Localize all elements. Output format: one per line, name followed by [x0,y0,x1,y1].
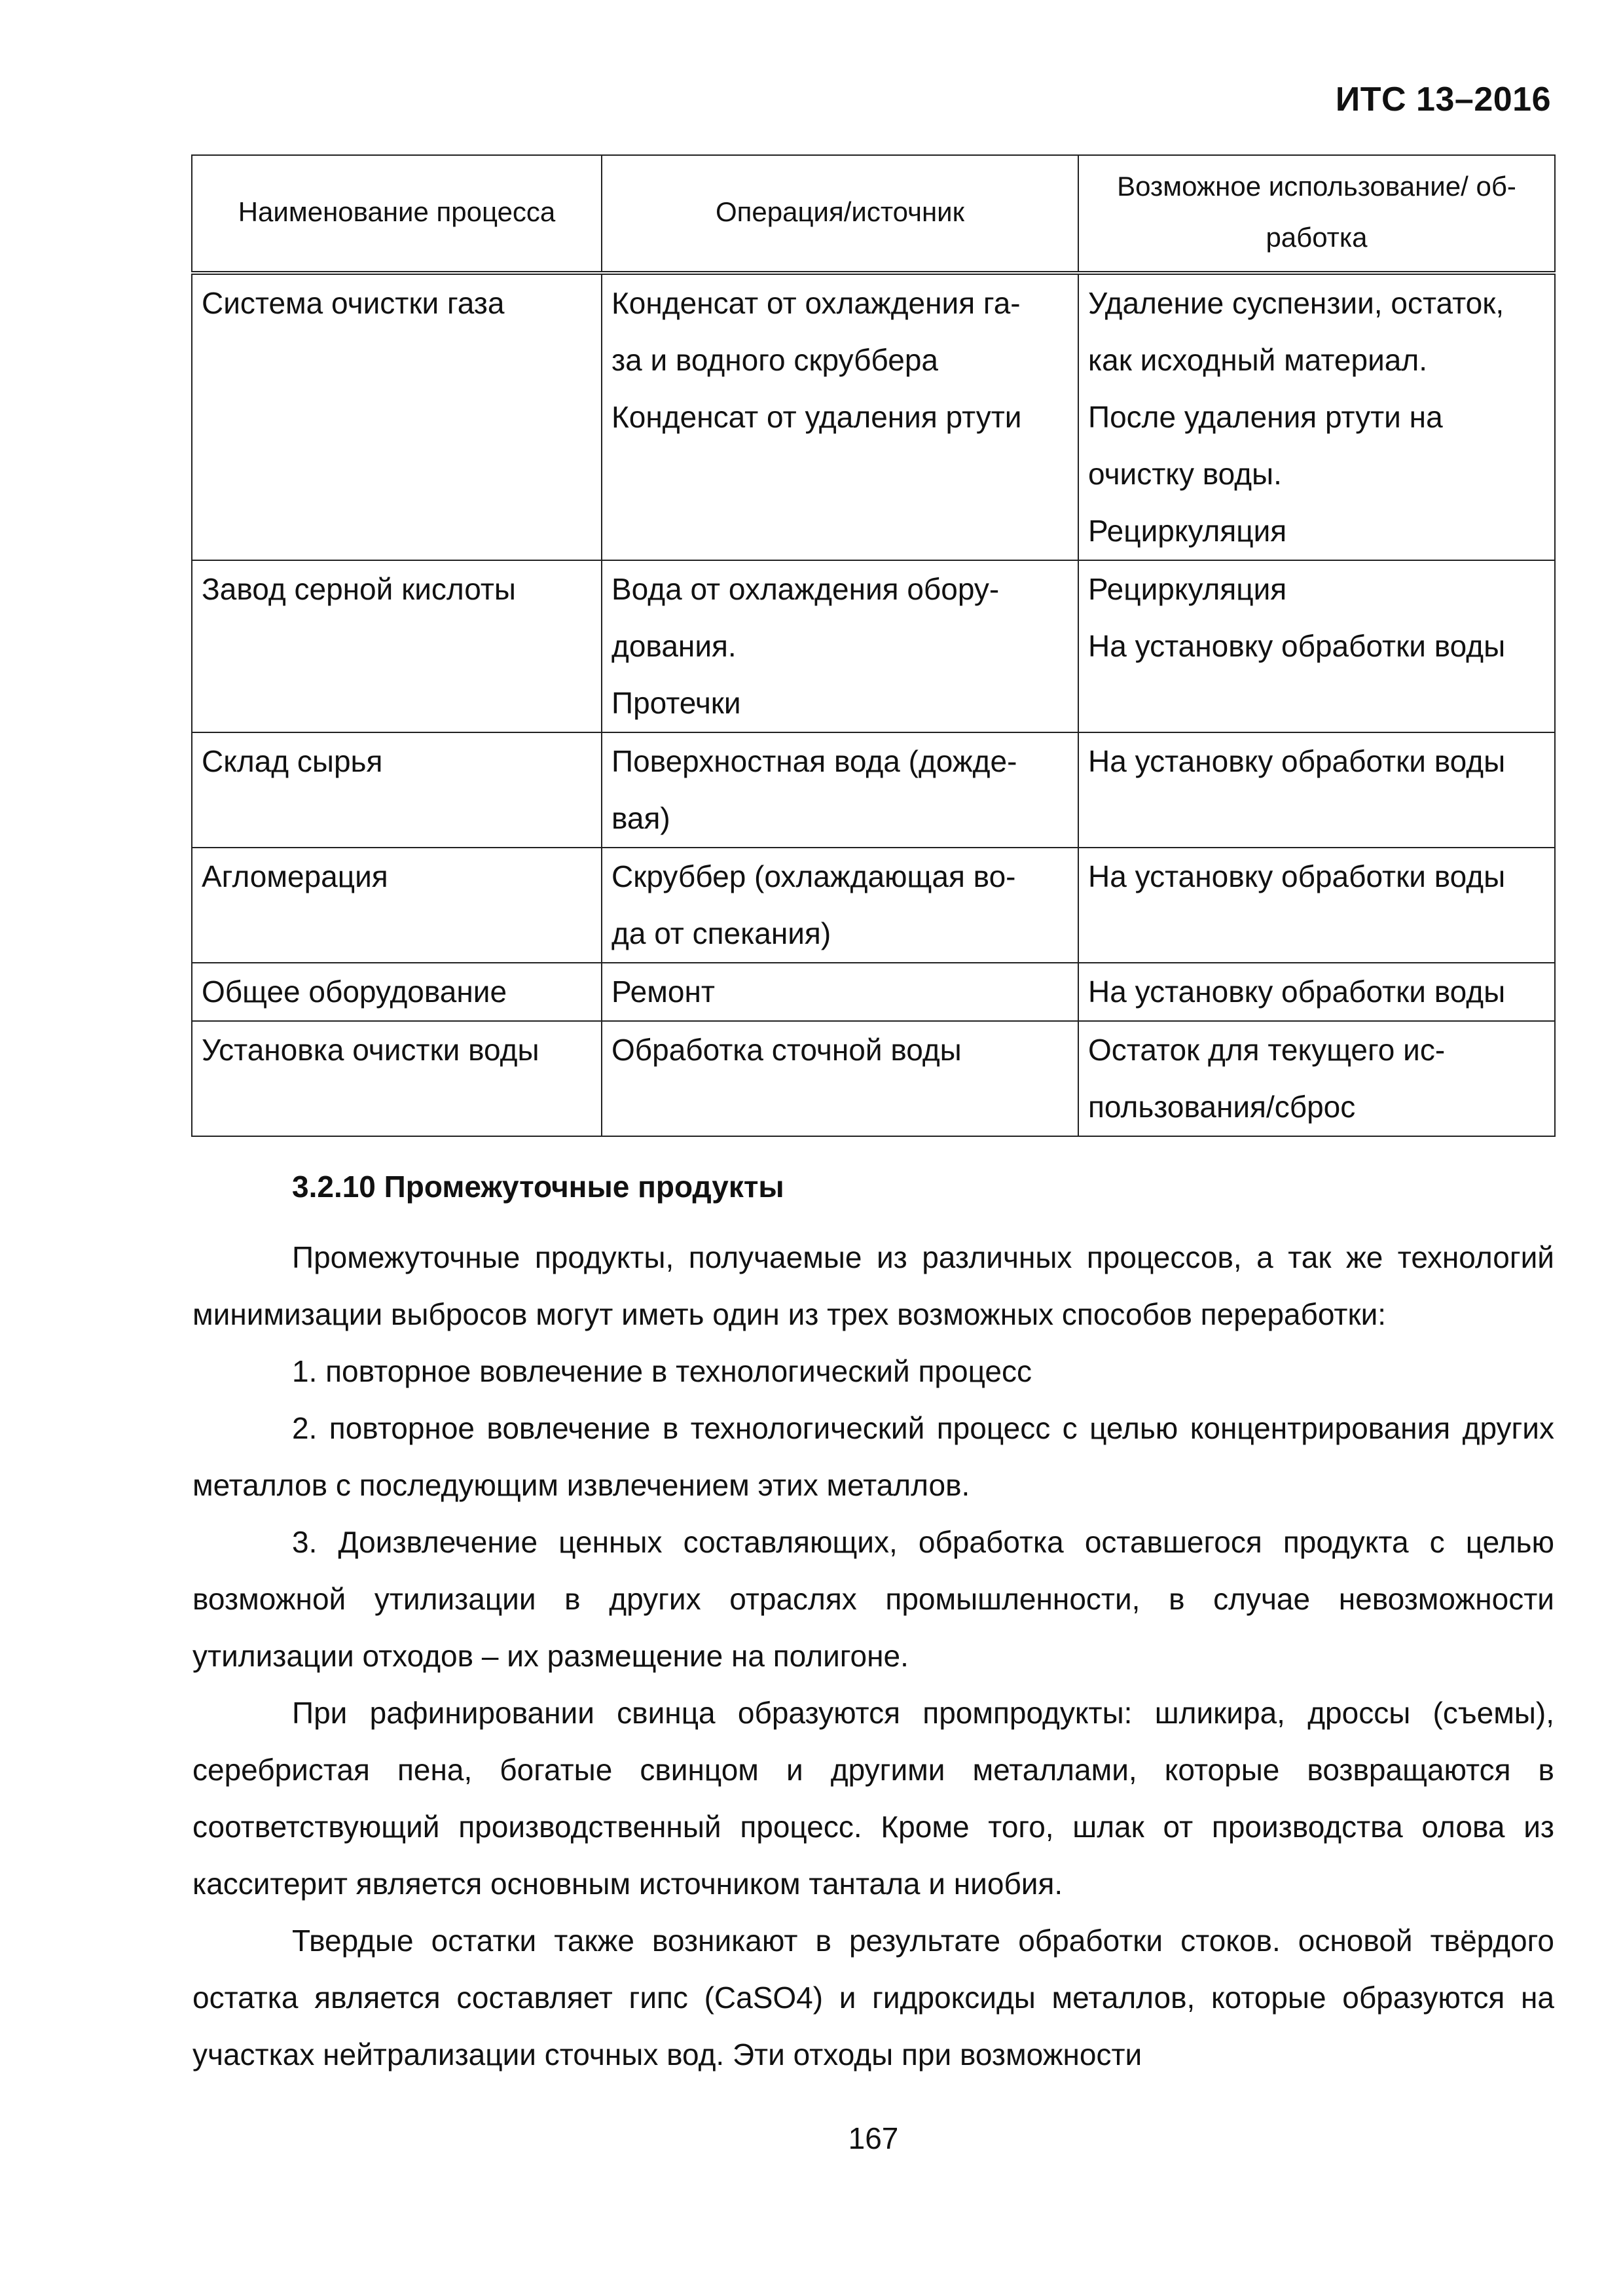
cell-line: Ремонт [611,975,715,1009]
table-row [192,560,1555,732]
cell-source [602,273,1078,560]
body-text [192,1229,1554,2083]
paragraph: 2. повторное вовлечение в технологический процесс с целью концентрирования других металлов с последующим извлечением этих металлов. [192,1411,1554,1502]
table-header-row [192,155,1555,273]
cell-process [192,273,602,560]
cell-line: как исходный материал. [1088,343,1427,377]
cell-line: вая) [611,801,670,835]
table-row [192,273,1555,560]
header-process [192,155,602,273]
cell-use [1078,273,1555,560]
page-number: 167 [848,2121,899,2155]
cell-line: Система очистки газа [202,286,505,320]
cell-line: Конденсат от охлаждения га- [611,286,1021,320]
cell-line: Рециркуляция [1088,572,1287,606]
header-source [602,155,1078,273]
cell-line: Установка очистки воды [202,1033,539,1067]
cell-line: Вода от охлаждения обору- [611,572,1000,606]
cell-source [602,1021,1078,1136]
cell-source [602,560,1078,732]
cell-line: Протечки [611,686,741,720]
paragraph: 1. повторное вовлечение в технологический процесс [292,1354,1032,1388]
table-row [192,1021,1555,1136]
cell-line: за и водного скруббера [611,343,939,377]
cell-line: Удаление суспензии, остаток, [1088,286,1504,320]
cell-line: дования. [611,629,737,663]
cell-use [1078,848,1555,963]
cell-line: На установку обработки воды [1088,859,1506,893]
cell-source [602,732,1078,848]
cell-use [1078,732,1555,848]
paragraph: Твердые остатки также возникают в результате обработки стоков. основой твёрдого остатка является составляет гипс (CaSO4) и гидроксиды металлов, которые образуются на участках нейтрализации сточных вод. Эти отходы при возможности [192,1924,1554,2072]
header-use [1078,155,1555,273]
cell-line: Остаток для текущего ис- [1088,1033,1446,1067]
table-row [192,963,1555,1021]
cell-process [192,1021,602,1136]
paragraph: 3. Доизвлечение ценных составляющих, обработка оставшегося продукта с целью возможной утилизации в других отраслях промышленности, в случае невозможности утилизации отходов – их размещение на полигоне. [192,1525,1554,1673]
cell-source [602,963,1078,1021]
cell-line: Конденсат от удаления ртути [611,400,1022,434]
table-row [192,732,1555,848]
cell-process [192,732,602,848]
cell-use [1078,963,1555,1021]
cell-line: Скруббер (охлаждающая во- [611,859,1016,893]
header-line: Операция/источник [716,196,964,227]
cell-use [1078,560,1555,732]
process-water-table [191,154,1556,1137]
cell-line: После удаления ртути на [1088,400,1443,434]
cell-process [192,848,602,963]
cell-line: пользования/сброс [1088,1090,1356,1124]
cell-source [602,848,1078,963]
header-line: работка [1266,222,1368,253]
cell-line: Общее оборудование [202,975,507,1009]
cell-line: На установку обработки воды [1088,744,1506,778]
cell-use [1078,1021,1555,1136]
document-code: ИТС 13–2016 [1335,81,1551,118]
cell-process [192,560,602,732]
table-row [192,848,1555,963]
paragraph: При рафинировании свинца образуются промпродукты: шликира, дроссы (съемы), серебристая пена, богатые свинцом и другими металлами, которые возвращаются в соответствующий производственный процесс. Кроме того, шлак от производства олова из касситерит является основным источником тантала и ниобия. [192,1696,1554,1901]
header-line: Возможное использование/ об- [1117,171,1516,202]
cell-line: На установку обработки воды [1088,975,1506,1009]
section-title: 3.2.10 Промежуточные продукты [292,1170,784,1204]
cell-line: Завод серной кислоты [202,572,516,606]
cell-line: Склад сырья [202,744,383,778]
cell-line: Поверхностная вода (дожде- [611,744,1017,778]
cell-process [192,963,602,1021]
cell-line: да от спекания) [611,916,831,950]
header-line: Наименование процесса [238,196,556,227]
cell-line: Рециркуляция [1088,514,1287,548]
cell-line: Агломерация [202,859,388,893]
cell-line: Обработка сточной воды [611,1033,962,1067]
cell-line: очистку воды. [1088,457,1282,491]
paragraph: Промежуточные продукты, получаемые из различных процессов, а так же технологий минимизации выбросов могут иметь один из трех возможных способов переработки: [192,1240,1554,1331]
cell-line: На установку обработки воды [1088,629,1506,663]
